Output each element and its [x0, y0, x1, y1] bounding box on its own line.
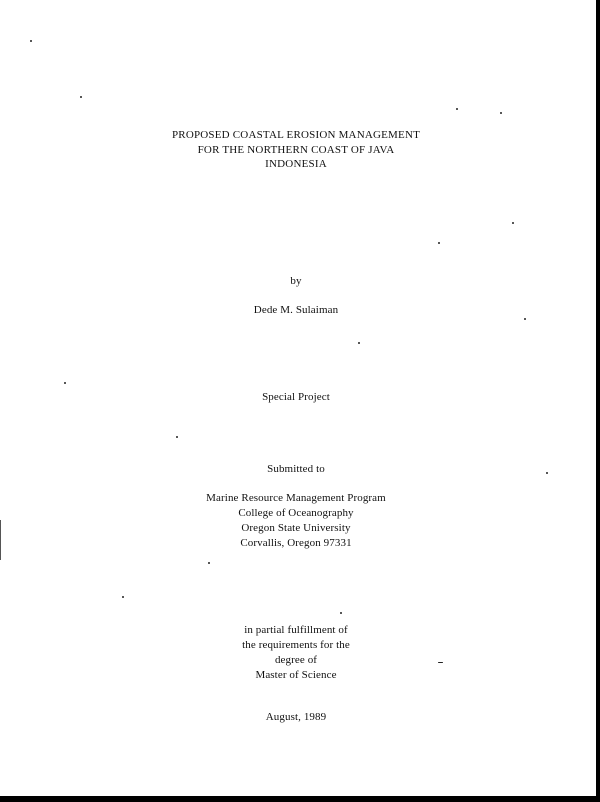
- scan-speck: [122, 596, 124, 598]
- institution-university: Oregon State University: [241, 522, 351, 534]
- scan-speck: [512, 222, 514, 224]
- submitted-to-label: Submitted to: [267, 463, 325, 475]
- scan-speck: [208, 562, 210, 564]
- fulfillment-line-4: Master of Science: [255, 669, 337, 681]
- fulfillment-block: [0, 623, 592, 683]
- title-line-1: PROPOSED COASTAL EROSION MANAGEMENT: [171, 129, 421, 141]
- scan-speck: [524, 318, 526, 320]
- scan-speck: [438, 662, 443, 663]
- scan-speck: [176, 436, 178, 438]
- document-type-block: [0, 390, 592, 405]
- fulfillment-line-2: the requirements for the: [242, 639, 350, 651]
- byline-block: [0, 274, 592, 289]
- institution-address: Corvallis, Oregon 97331: [240, 537, 352, 549]
- institution-college: College of Oceanography: [238, 507, 354, 519]
- submitted-label-block: [0, 462, 592, 477]
- scan-speck: [64, 382, 66, 384]
- fulfillment-line-3: degree of: [274, 654, 318, 666]
- scan-speck: [456, 108, 458, 110]
- title-line-3: INDONESIA: [265, 158, 327, 170]
- scan-edge-bottom: [0, 796, 600, 802]
- scan-speck: [438, 242, 440, 244]
- date-block: [0, 710, 592, 725]
- scan-speck: [358, 342, 360, 344]
- fulfillment-line-1: in partial fulfillment of: [244, 624, 348, 636]
- author-block: [0, 303, 592, 318]
- scan-speck: [30, 40, 32, 42]
- scan-speck: [80, 96, 82, 98]
- scan-edge-right: [596, 0, 600, 802]
- institution-block: [0, 491, 592, 551]
- title-block: [0, 128, 592, 172]
- scan-speck: [340, 612, 342, 614]
- scan-speck: [546, 472, 548, 474]
- submission-date: August, 1989: [265, 711, 327, 723]
- author-name: Dede M. Sulaiman: [253, 304, 339, 316]
- scan-speck: [500, 112, 502, 114]
- document-type: Special Project: [262, 391, 330, 403]
- title-line-2: FOR THE NORTHERN COAST OF JAVA: [197, 143, 395, 156]
- by-label: by: [290, 275, 302, 287]
- institution-program: Marine Resource Management Program: [206, 492, 386, 504]
